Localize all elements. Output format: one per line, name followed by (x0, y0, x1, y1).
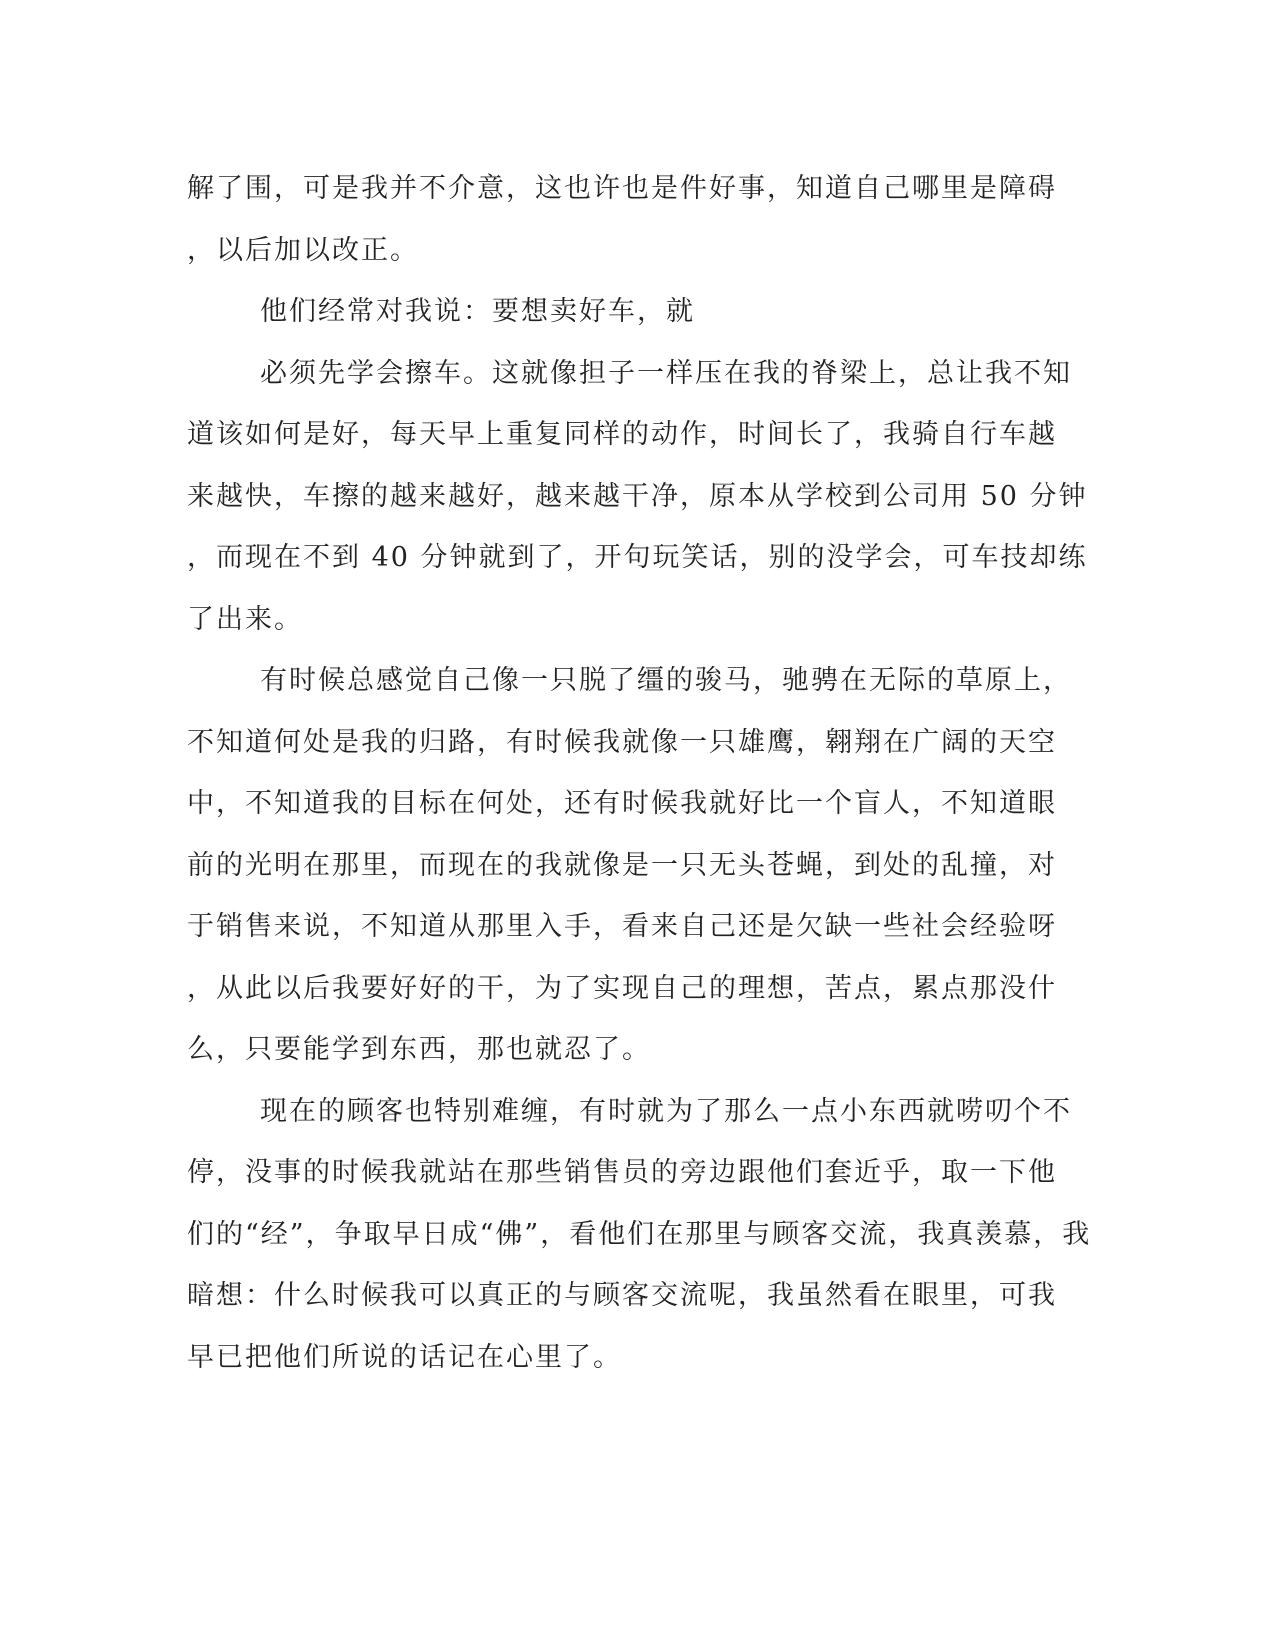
text-line: ，而现在不到 40 分钟就到了，开句玩笑话，别的没学会，可车技却练 (187, 542, 1088, 573)
paragraph-first-line: 有时候总感觉自己像一只脱了缰的骏马，驰骋在无际的草原上， (260, 665, 1072, 696)
text-line: ，从此以后我要好好的干，为了实现自己的理想，苦点，累点那没什 (187, 972, 1057, 1004)
text-line: 早已把他们所说的话记在心里了。 (187, 1341, 622, 1373)
text-line: 前的光明在那里，而现在的我就像是一只无头苍蝇，到处的乱撞，对 (187, 849, 1057, 881)
text-line: ，以后加以改正。 (187, 234, 419, 266)
text-line: 了出来。 (187, 603, 303, 635)
text-line: 不知道何处是我的归路，有时候我就像一只雄鹰，翱翔在广阔的天空 (187, 726, 1057, 758)
paragraph-first-line: 必须先学会擦车。这就像担子一样压在我的脊梁上，总让我不知 (260, 357, 1072, 389)
text-line: 么，只要能学到东西，那也就忍了。 (187, 1034, 651, 1065)
text-line: 中，不知道我的目标在何处，还有时候我就好比一个盲人，不知道眼 (187, 788, 1057, 819)
text-line: 道该如何是好，每天早上重复同样的动作，时间长了，我骑自行车越 (187, 419, 1057, 450)
paragraph-first-line: 现在的顾客也特别难缠，有时就为了那么一点小东西就唠叨个不 (260, 1095, 1072, 1127)
text-line: 来越快，车擦的越来越好，越来越干净，原本从学校到公司用 50 分钟 (187, 480, 1088, 512)
text-line: 暗想：什么时候我可以真正的与顾客交流呢，我虽然看在眼里，可我 (187, 1280, 1057, 1311)
document-body (187, 158, 1092, 1388)
paragraph-first-line: 他们经常对我说：要想卖好车，就 (260, 296, 695, 327)
text-line: 于销售来说，不知道从那里入手，看来自己还是欠缺一些社会经验呀 (187, 911, 1057, 942)
text-line: 们的“经”，争取早日成“佛”，看他们在那里与顾客交流，我真羡慕，我 (187, 1218, 1092, 1250)
text-line: 解了围，可是我并不介意，这也许也是件好事，知道自己哪里是障碍 (187, 173, 1057, 204)
text-line: 停，没事的时候我就站在那些销售员的旁边跟他们套近乎，取一下他 (187, 1157, 1057, 1188)
